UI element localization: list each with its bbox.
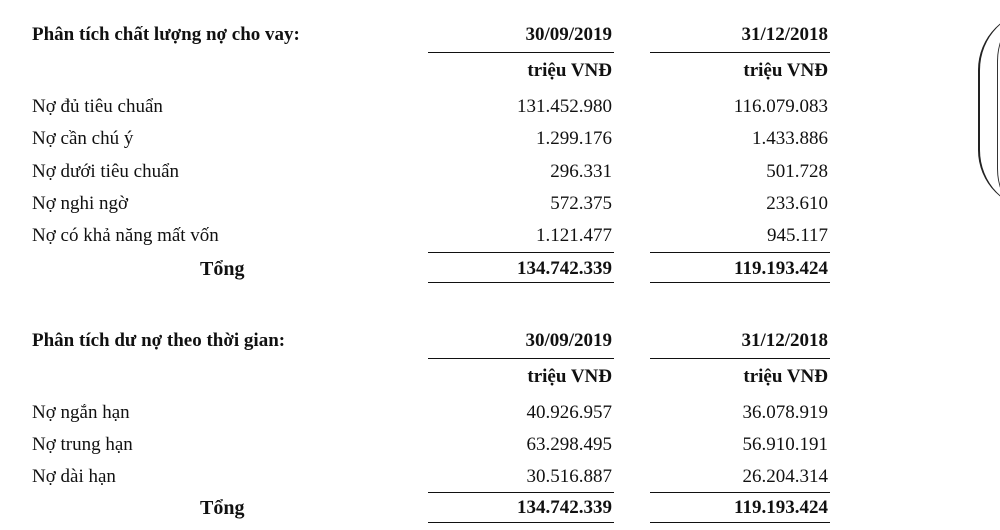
total-label: Tổng [200,497,245,519]
total-rule-top [428,252,614,253]
header-rule [650,358,830,359]
header-rule [428,52,614,53]
header-rule [650,52,830,53]
value-2019: 40.926.957 [526,402,612,423]
total-2018: 119.193.424 [734,497,828,518]
total-2019: 134.742.339 [517,258,612,279]
total-rule-bottom [428,522,614,523]
total-rule-bottom [428,282,614,283]
value-2018: 501.728 [766,161,828,182]
table-row [0,189,1000,221]
value-2019: 1.121.477 [536,225,612,246]
table-row [0,124,1000,156]
value-2019: 1.299.176 [536,128,612,149]
unit-label: triệu VNĐ [527,366,612,387]
row-label: Nợ dài hạn [32,466,116,487]
value-2019: 572.375 [550,193,612,214]
value-2018: 116.079.083 [733,96,828,117]
total-2019: 134.742.339 [517,497,612,518]
row-label: Nợ có khả năng mất vốn [32,225,219,246]
table-header-row [0,20,1000,52]
row-label: Nợ nghi ngờ [32,193,129,214]
value-2018: 945.117 [766,225,828,246]
column-header-2018: 31/12/2018 [741,330,828,351]
value-2019: 30.516.887 [526,466,612,487]
table-row [0,157,1000,189]
value-2018: 1.433.886 [752,128,828,149]
value-2019: 296.331 [550,161,612,182]
table-row [0,398,1000,430]
row-label: Nợ ngắn hạn [32,402,130,423]
row-label: Nợ đủ tiêu chuẩn [32,96,163,117]
unit-row [0,56,1000,88]
row-label: Nợ trung hạn [32,434,133,455]
table-header-row [0,326,1000,358]
column-header-2019: 30/09/2019 [525,330,612,351]
total-rule-bottom [650,522,830,523]
row-label: Nợ dưới tiêu chuẩn [32,161,179,182]
header-rule [428,358,614,359]
value-2019: 63.298.495 [526,434,612,455]
unit-label: triệu VNĐ [527,60,612,81]
section-title: Phân tích chất lượng nợ cho vay: [32,24,300,45]
column-header-2018: 31/12/2018 [741,24,828,45]
unit-label: triệu VNĐ [743,60,828,81]
section-title: Phân tích dư nợ theo thời gian: [32,330,286,351]
total-label: Tổng [200,258,245,280]
value-2019: 131.452.980 [517,96,612,117]
value-2018: 36.078.919 [742,402,828,423]
row-label: Nợ cần chú ý [32,128,134,149]
total-rule-bottom [650,282,830,283]
unit-row [0,362,1000,394]
value-2018: 26.204.314 [742,466,828,487]
value-2018: 233.610 [766,193,828,214]
table-row [0,92,1000,124]
table-row [0,221,1000,253]
table-row [0,430,1000,462]
total-rule-top [650,252,830,253]
unit-label: triệu VNĐ [743,366,828,387]
total-row [0,493,1000,525]
value-2018: 56.910.191 [742,434,828,455]
column-header-2019: 30/09/2019 [525,24,612,45]
table-row [0,462,1000,494]
total-2018: 119.193.424 [734,258,828,279]
